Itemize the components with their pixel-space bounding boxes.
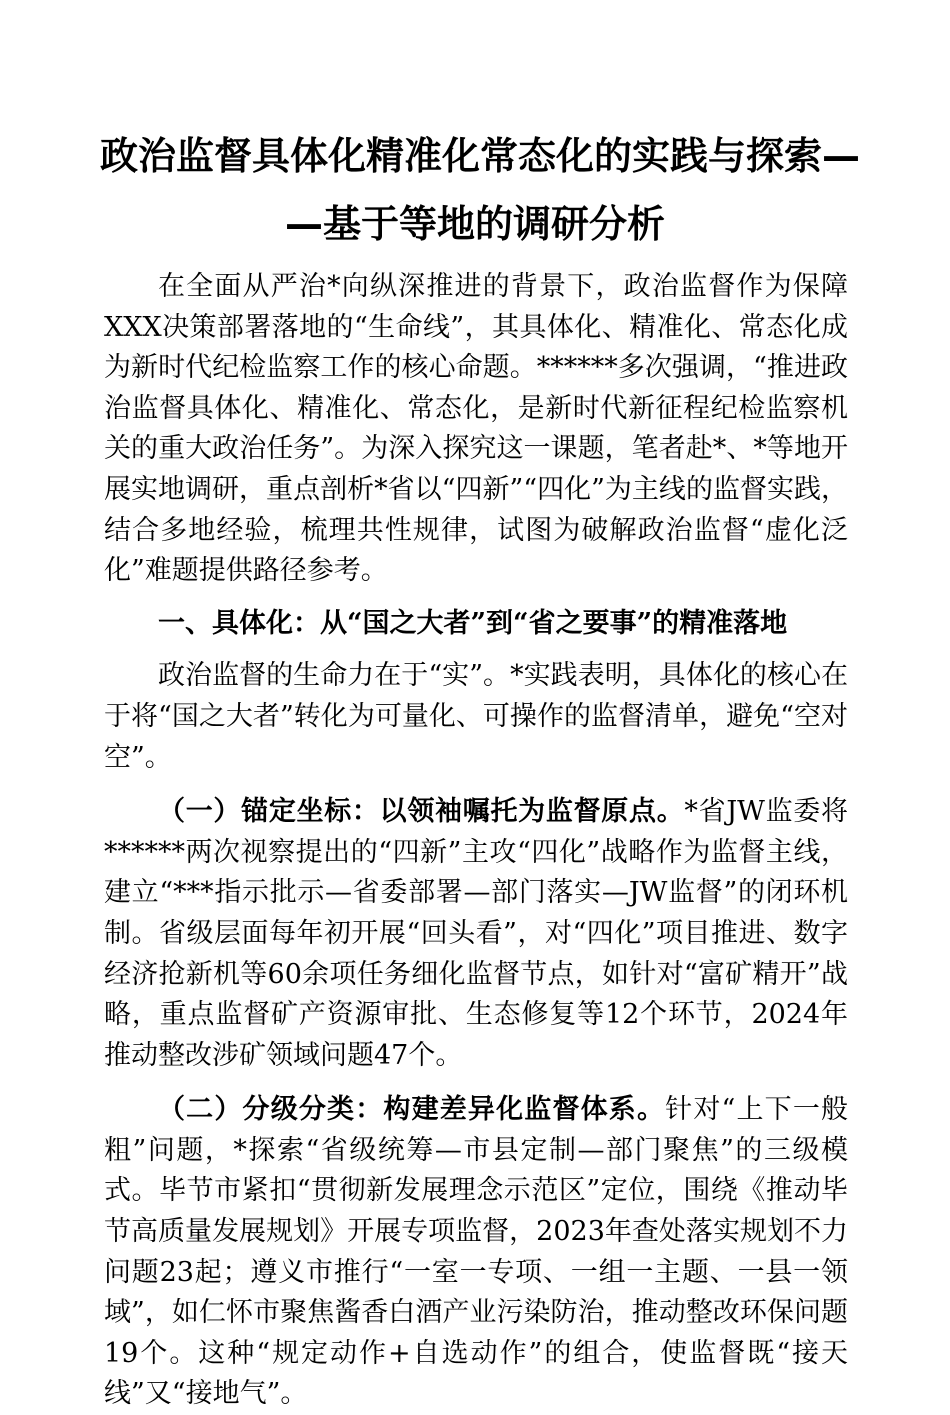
- document-body: [104, 267, 848, 1415]
- subsection-1-lead: （一）锚定坐标：以领袖嘱托为监督原点。: [158, 796, 685, 828]
- section-1-paragraph: 政治监督的生命力在于“实”。*实践表明，具体化的核心在于将“国之大者”转化为可量化、可操作的监督清单，避免“空对空”。: [104, 660, 848, 773]
- section-1-heading: 一、具体化：从“国之大者”到“省之要事”的精准落地: [158, 607, 788, 639]
- intro-paragraph: 在全面从严治*向纵深推进的背景下，政治监督作为保障XXX决策部署落地的“生命线”，其具体化、精准化、常态化成为新时代纪检监察工作的核心命题。******多次强调，“推进政治监督具体化、精准化、常态化，是新时代新征程纪检监察机关的重大政治任务”。为深入探究这一课题，笔者赴*、*等地开展实地调研，重点剖析*省以“四新”“四化”为主线的监督实践，结合多地经验，梳理共性规律，试图为破解政治监督“虚化泛化”难题提供路径参考。: [104, 271, 848, 587]
- subsection-1: [104, 792, 848, 1076]
- subsection-1-text: *省JW监委将******两次视察提出的“四新”主攻“四化”战略作为监督主线，建立“***指示批示—省委部署—部门落实—JW监督”的闭环机制。省级层面每年初开展“回头看”，对“四化”项目推进、数字经济抢新机等60余项任务细化监督节点，如针对“富矿精开”战略，重点监督矿产资源审批、生态修复等12个环节，2024年推动整改涉矿领域问题47个。: [104, 796, 849, 1071]
- subsection-2-lead: （二）分级分类：构建差异化监督体系。: [158, 1094, 666, 1126]
- subsection-2: [104, 1090, 848, 1415]
- document-title-line-2: —基于等地的调研分析: [284, 202, 665, 246]
- subsection-2-text: 针对“上下一般粗”问题，*探索“省级统筹—市县定制—部门聚焦”的三级模式。毕节市紧扣“贯彻新发展理念示范区”定位，围绕《推动毕节高质量发展规划》开展专项监督，2023年查处落实规划不力问题23起；遵义市推行“一室一专项、一组一主题、一县一领域”，如仁怀市聚焦酱香白酒产业污染防治，推动整改环保问题19个。这种“规定动作+自选动作”的组合，使监督既“接天线”又“接地气”。: [104, 1094, 848, 1410]
- document-title-line-1: 政治监督具体化精准化常态化的实践与探索—: [100, 134, 861, 178]
